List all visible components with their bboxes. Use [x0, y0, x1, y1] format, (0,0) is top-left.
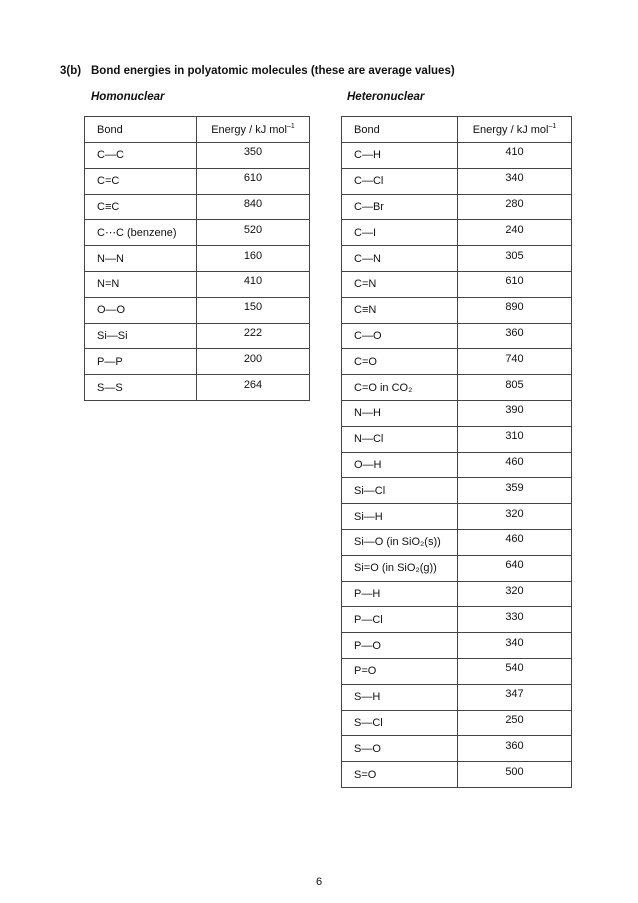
table-row [85, 375, 310, 401]
energy-cell: 240 [458, 217, 572, 243]
energy-cell: 460 [458, 526, 572, 552]
bond-cell: C—H [342, 143, 458, 169]
energy-cell: 340 [458, 630, 572, 656]
energy-cell: 360 [458, 733, 572, 759]
energy-cell: 805 [458, 372, 572, 398]
bond-cell: P—Cl [342, 607, 458, 633]
bond-cell: S—O [342, 736, 458, 762]
energy-cell: 460 [458, 449, 572, 475]
energy-cell: 250 [458, 707, 572, 733]
energy-cell: 310 [458, 423, 572, 449]
bond-cell: C—O [342, 323, 458, 349]
homonuclear-table [84, 116, 310, 401]
bond-cell: C=O in CO₂ [342, 375, 458, 401]
energy-cell: 340 [458, 165, 572, 191]
energy-cell: 347 [458, 681, 572, 707]
energy-cell: 280 [458, 191, 572, 217]
bond-cell: P—O [342, 633, 458, 659]
bond-cell: C⋯C (benzene) [85, 220, 197, 246]
bond-cell: C—Cl [342, 168, 458, 194]
bond-cell: C≡C [85, 194, 197, 220]
energy-cell: 410 [458, 140, 572, 166]
bond-cell: N—N [85, 246, 197, 272]
heteronuclear-heading: Heteronuclear [347, 91, 425, 103]
energy-cell: 359 [458, 475, 572, 501]
energy-cell: 520 [197, 217, 310, 243]
section-title: Bond energies in polyatomic molecules (these are average values) [91, 65, 455, 77]
energy-cell: 610 [197, 165, 310, 191]
energy-cell: 610 [458, 268, 572, 294]
bond-cell: S—S [85, 375, 197, 401]
bond-cell: C≡N [342, 297, 458, 323]
bond-cell: O—O [85, 297, 197, 323]
bond-cell: Si—H [342, 504, 458, 530]
bond-column-header: Bond [85, 117, 197, 143]
bond-cell: C—C [85, 143, 197, 169]
energy-cell: 890 [458, 294, 572, 320]
bond-cell: C—N [342, 246, 458, 272]
bond-cell: S=O [342, 762, 458, 788]
energy-cell: 350 [197, 140, 310, 166]
energy-cell: 320 [458, 578, 572, 604]
bond-cell: O—H [342, 452, 458, 478]
energy-header-label: Energy / kJ mol [472, 124, 549, 136]
bond-cell: Si—Cl [342, 478, 458, 504]
table-row [342, 762, 572, 788]
section-number: 3(b) [60, 65, 82, 77]
bond-cell: P—P [85, 349, 197, 375]
energy-cell: 740 [458, 346, 572, 372]
bond-cell: N—Cl [342, 426, 458, 452]
energy-header-label: Energy / kJ mol [211, 124, 287, 136]
energy-cell: 330 [458, 604, 572, 630]
energy-cell: 200 [197, 346, 310, 372]
energy-cell: 640 [458, 552, 572, 578]
bond-cell: S—Cl [342, 710, 458, 736]
energy-cell: 840 [197, 191, 310, 217]
energy-cell: 305 [458, 243, 572, 269]
energy-cell: 540 [458, 655, 572, 681]
energy-header-exponent: –1 [548, 123, 557, 130]
bond-cell: C=N [342, 271, 458, 297]
energy-cell: 160 [197, 243, 310, 269]
energy-cell: 150 [197, 294, 310, 320]
bond-cell: Si—O (in SiO₂(s)) [342, 529, 458, 555]
energy-cell: 500 [458, 759, 572, 785]
bond-cell: S—H [342, 684, 458, 710]
bond-cell: C—Br [342, 194, 458, 220]
bond-cell: N—H [342, 400, 458, 426]
energy-cell: 410 [197, 268, 310, 294]
energy-cell: 264 [197, 372, 310, 398]
homonuclear-heading: Homonuclear [91, 91, 165, 103]
energy-cell: 222 [197, 320, 310, 346]
bond-column-header: Bond [342, 117, 458, 143]
bond-cell: P—H [342, 581, 458, 607]
bond-cell: N=N [85, 271, 197, 297]
bond-cell: P=O [342, 658, 458, 684]
energy-cell: 320 [458, 501, 572, 527]
bond-cell: Si=O (in SiO₂(g)) [342, 555, 458, 581]
page-number: 6 [315, 876, 323, 888]
bond-cell: C=O [342, 349, 458, 375]
bond-cell: C—I [342, 220, 458, 246]
heteronuclear-table [341, 116, 572, 788]
energy-cell: 360 [458, 320, 572, 346]
bond-cell: Si—Si [85, 323, 197, 349]
energy-header-exponent: –1 [287, 123, 295, 130]
energy-cell: 390 [458, 397, 572, 423]
bond-cell: C=C [85, 168, 197, 194]
